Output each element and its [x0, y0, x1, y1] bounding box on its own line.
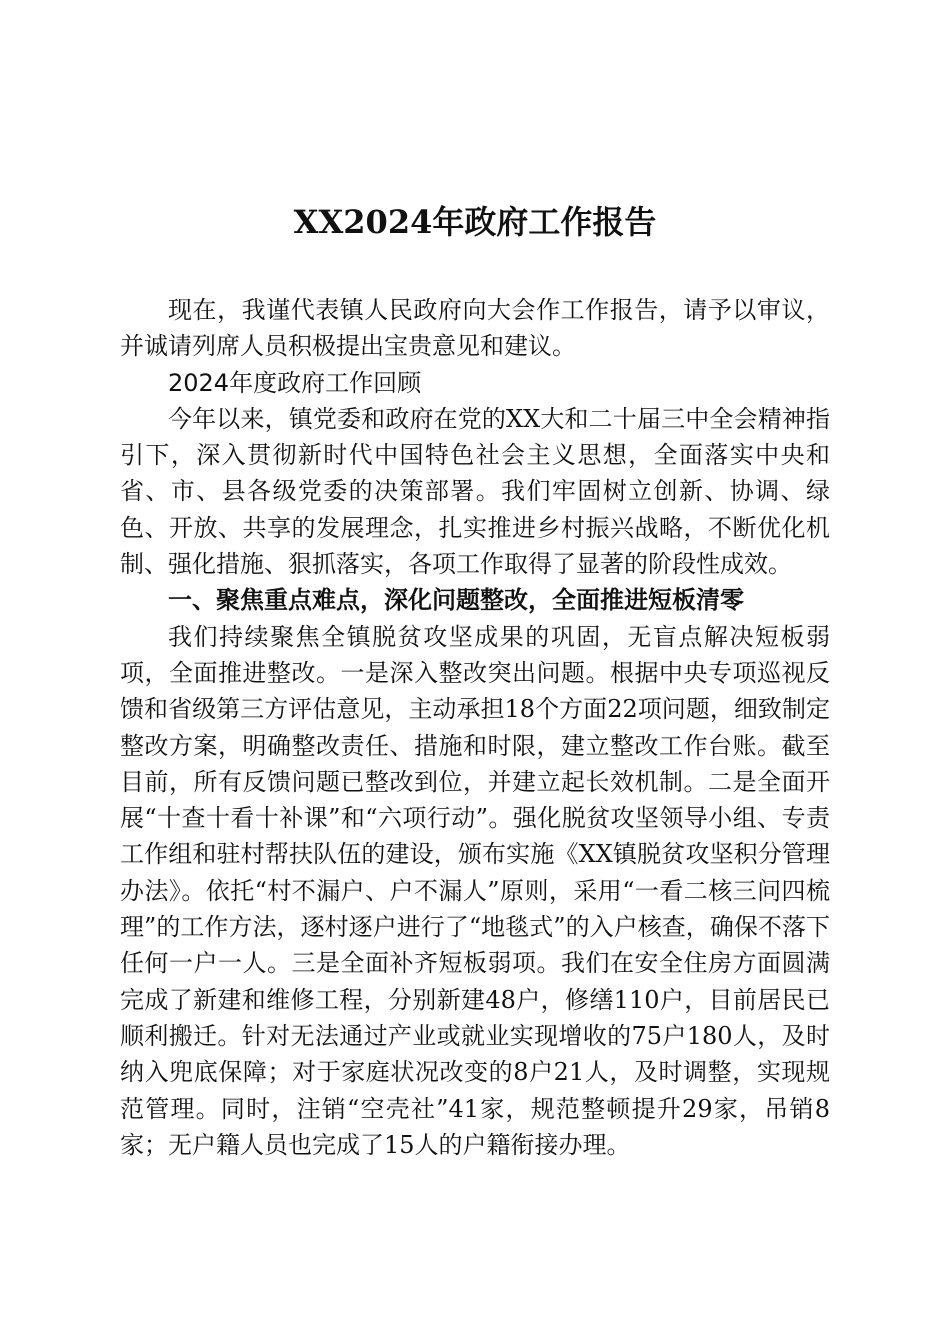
section-one-heading: 一、聚焦重点难点，深化问题整改，全面推进短板清零 — [168, 586, 744, 615]
intro-paragraph: 现在，我谨代表镇人民政府向大会作工作报告，请予以审议，并诚请列席人员积极提出宝贵意见和建议。 — [120, 296, 830, 361]
document-title: XX2024年政府工作报告 — [293, 203, 657, 241]
review-paragraph: 今年以来，镇党委和政府在党的XX大和二十届三中全会精神指引下，深入贯彻新时代中国特色社会主义思想，全面落实中央和省、市、县各级党委的决策部署。我们牢固树立创新、协调、绿色、开放、共享的发展理念，扎实推进乡村振兴战略，不断优化机制、强化措施、狠抓落实，各项工作取得了显著的阶段性成效。 — [120, 404, 830, 579]
document-body — [120, 292, 830, 1163]
review-subheading: 2024年度政府工作回顾 — [168, 368, 422, 397]
section-one-paragraph: 我们持续聚焦全镇脱贫攻坚成果的巩固，无盲点解决短板弱项，全面推进整改。一是深入整改突出问题。根据中央专项巡视反馈和省级第三方评估意见，主动承担18个方面22项问题，细致制定整改方案，明确整改责任、措施和时限，建立整改工作台账。截至目前，所有反馈问题已整改到位，并建立起长效机制。二是全面开展“十查十看十补课”和“六项行动”。强化脱贫攻坚领导小组、专责工作组和驻村帮扶队伍的建设，颁布实施《XX镇脱贫攻坚积分管理办法》。依托“村不漏户、户不漏人”原则，采用“一看二核三问四梳理”的工作方法，逐村逐户进行了“地毯式”的入户核查，确保不落下任何一户一人。三是全面补齐短板弱项。我们在安全住房方面圆满完成了新建和维修工程，分别新建48户，修缮110户，目前居民已顺利搬迁。针对无法通过产业或就业实现增收的75户180人，及时纳入兜底保障；对于家庭状况改变的8户21人，及时调整，实现规范管理。同时，注销“空壳社”41家，规范整顿提升29家，吊销8家；无户籍人员也完成了15人的户籍衔接办理。 — [120, 622, 830, 1159]
